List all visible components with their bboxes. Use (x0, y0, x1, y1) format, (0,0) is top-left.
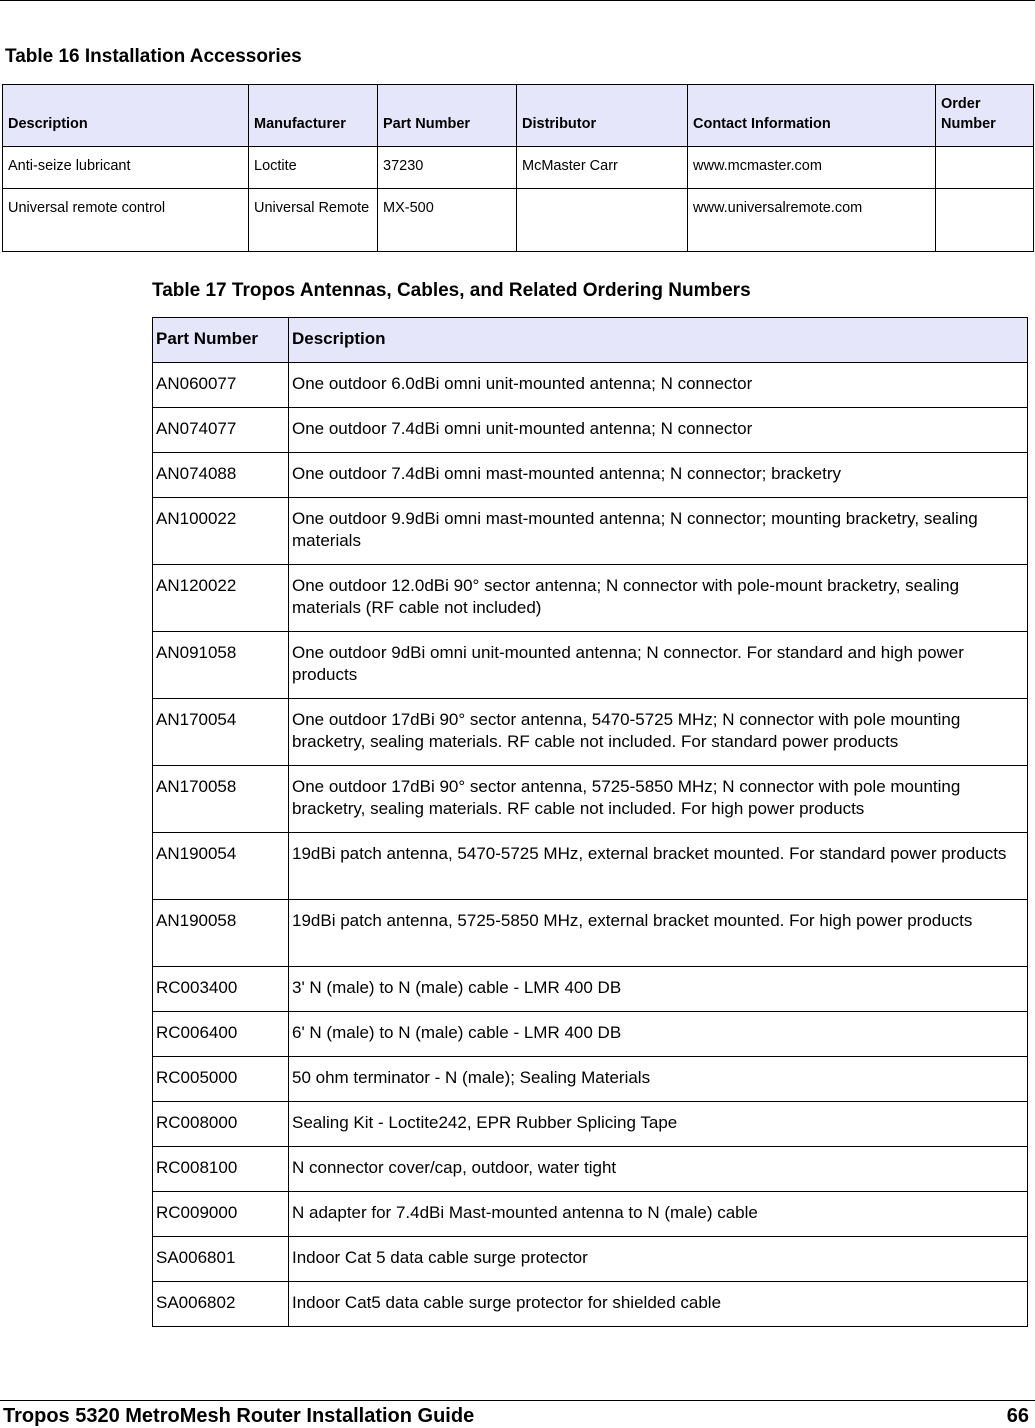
table-row (153, 498, 1028, 565)
cell-description: One outdoor 9.9dBi omni mast-mounted antenna; N connector; mounting bracketry, sealing materials (289, 498, 1028, 565)
table-row (153, 1102, 1028, 1147)
table-row (153, 1192, 1028, 1237)
table-row (153, 632, 1028, 699)
table-row (3, 147, 1034, 189)
cell-description: 19dBi patch antenna, 5470-5725 MHz, external bracket mounted. For standard power products (289, 833, 1028, 900)
cell-description: 50 ohm terminator - N (male); Sealing Materials (289, 1057, 1028, 1102)
installation-accessories-table (2, 84, 1034, 252)
cell-contact-information: www.mcmaster.com (688, 147, 936, 189)
cell-part-number: 37230 (378, 147, 517, 189)
cell-contact-information: www.universalremote.com (688, 189, 936, 252)
cell-part-number: AN074077 (153, 408, 289, 453)
cell-distributor: McMaster Carr (517, 147, 688, 189)
cell-part-number: RC003400 (153, 967, 289, 1012)
cell-description: Anti-seize lubricant (3, 147, 249, 189)
cell-part-number: AN120022 (153, 565, 289, 632)
cell-description: One outdoor 7.4dBi omni mast-mounted antenna; N connector; bracketry (289, 453, 1028, 498)
cell-part-number: SA006801 (153, 1237, 289, 1282)
table-row (153, 1237, 1028, 1282)
cell-part-number: RC008100 (153, 1147, 289, 1192)
table-row (153, 967, 1028, 1012)
table-17-caption: Table 17 Tropos Antennas, Cables, and Related Ordering Numbers (152, 280, 751, 301)
cell-part-number: RC009000 (153, 1192, 289, 1237)
table-row (153, 1012, 1028, 1057)
cell-manufacturer: Universal Remote (249, 189, 378, 252)
cell-description: One outdoor 12.0dBi 90° sector antenna; N connector with pole-mount bracketry, sealing materials (RF cable not included) (289, 565, 1028, 632)
cell-manufacturer: Loctite (249, 147, 378, 189)
table-row (153, 453, 1028, 498)
cell-description: Indoor Cat 5 data cable surge protector (289, 1237, 1028, 1282)
table-row (3, 189, 1034, 252)
table-row (153, 1147, 1028, 1192)
column-header-manufacturer: Manufacturer (249, 85, 378, 147)
cell-description: 19dBi patch antenna, 5725-5850 MHz, external bracket mounted. For high power products (289, 900, 1028, 967)
top-rule (0, 0, 1035, 1)
cell-description: Sealing Kit - Loctite242, EPR Rubber Splicing Tape (289, 1102, 1028, 1147)
table-row (153, 408, 1028, 453)
table-16-caption: Table 16 Installation Accessories (5, 46, 302, 67)
cell-part-number: AN074088 (153, 453, 289, 498)
column-header-order-number: Order Number (936, 85, 1034, 147)
cell-description: Universal remote control (3, 189, 249, 252)
cell-description: 6' N (male) to N (male) cable - LMR 400 DB (289, 1012, 1028, 1057)
footer-page-number: 66 (1006, 1405, 1029, 1427)
cell-distributor (517, 189, 688, 252)
table-row (153, 1282, 1028, 1327)
cell-part-number: AN170058 (153, 766, 289, 833)
cell-description: Indoor Cat5 data cable surge protector for shielded cable (289, 1282, 1028, 1327)
column-header-description: Description (3, 85, 249, 147)
cell-part-number: AN060077 (153, 363, 289, 408)
cell-description: One outdoor 17dBi 90° sector antenna, 5470-5725 MHz; N connector with pole mounting bracketry, sealing materials. RF cable not included. For standard power products (289, 699, 1028, 766)
table-header-row (153, 318, 1028, 363)
table-row (153, 833, 1028, 900)
table-row (153, 900, 1028, 967)
cell-part-number: AN190054 (153, 833, 289, 900)
cell-part-number: SA006802 (153, 1282, 289, 1327)
antennas-cables-table (152, 317, 1028, 1327)
table-row (153, 699, 1028, 766)
cell-part-number: RC006400 (153, 1012, 289, 1057)
footer-document-title: Tropos 5320 MetroMesh Router Installation Guide (3, 1405, 475, 1427)
cell-description: N adapter for 7.4dBi Mast-mounted antenna to N (male) cable (289, 1192, 1028, 1237)
cell-part-number: AN091058 (153, 632, 289, 699)
column-header-distributor: Distributor (517, 85, 688, 147)
cell-description: One outdoor 17dBi 90° sector antenna, 5725-5850 MHz; N connector with pole mounting bracketry, sealing materials. RF cable not included. For high power products (289, 766, 1028, 833)
table-row (153, 565, 1028, 632)
table-header-row (3, 85, 1034, 147)
cell-part-number: RC008000 (153, 1102, 289, 1147)
cell-part-number: MX-500 (378, 189, 517, 252)
cell-description: One outdoor 7.4dBi omni unit-mounted antenna; N connector (289, 408, 1028, 453)
cell-description: One outdoor 9dBi omni unit-mounted antenna; N connector. For standard and high power products (289, 632, 1028, 699)
cell-order-number (936, 147, 1034, 189)
cell-part-number: RC005000 (153, 1057, 289, 1102)
table-row (153, 363, 1028, 408)
cell-part-number: AN190058 (153, 900, 289, 967)
column-header-contact-information: Contact Information (688, 85, 936, 147)
cell-description: One outdoor 6.0dBi omni unit-mounted antenna; N connector (289, 363, 1028, 408)
column-header-part-number: Part Number (378, 85, 517, 147)
footer-rule (0, 1400, 1035, 1401)
column-header-description: Description (289, 318, 1028, 363)
table-row (153, 766, 1028, 833)
cell-order-number (936, 189, 1034, 252)
cell-part-number: AN100022 (153, 498, 289, 565)
column-header-part-number: Part Number (153, 318, 289, 363)
cell-part-number: AN170054 (153, 699, 289, 766)
cell-description: N connector cover/cap, outdoor, water tight (289, 1147, 1028, 1192)
table-row (153, 1057, 1028, 1102)
cell-description: 3' N (male) to N (male) cable - LMR 400 DB (289, 967, 1028, 1012)
